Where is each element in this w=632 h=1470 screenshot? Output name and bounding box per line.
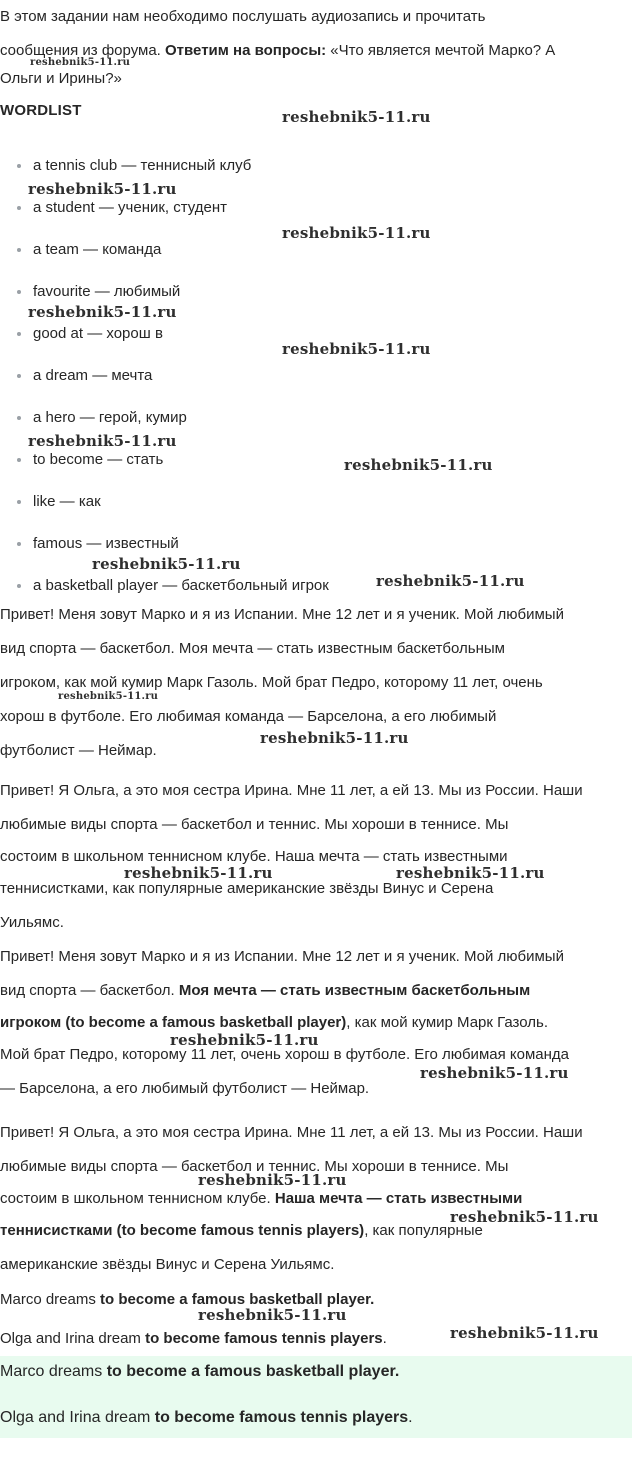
watermark: reshebnik5-11.ru: [30, 57, 131, 68]
bullet-icon: [17, 500, 21, 504]
text-line: игроком, как мой кумир Марк Газоль. Мой брат Педро, которому 11 лет, очень: [0, 674, 543, 691]
bullet-icon: [17, 206, 21, 210]
highlight: теннисистками (to become famous tennis players): [0, 1222, 365, 1239]
watermark: reshebnik5-11.ru: [170, 1031, 319, 1049]
text-line: игроком (to become a famous basketball player), как мой кумир Марк Газоль.: [0, 1014, 549, 1031]
watermark: reshebnik5-11.ru: [282, 108, 431, 126]
intro-line: Ольги и Ирины?»: [0, 70, 122, 87]
text-line: вид спорта — баскетбол. Моя мечта — стать известным баскетбольным: [0, 982, 531, 999]
bullet-icon: [17, 542, 21, 546]
bullet-icon: [17, 164, 21, 168]
watermark: reshebnik5-11.ru: [396, 864, 545, 882]
answer-marco: Marco dreams to become a famous basketball player.: [0, 1363, 400, 1380]
list-item: good at — хорош в: [0, 318, 632, 360]
watermark: reshebnik5-11.ru: [198, 1306, 347, 1324]
text-line: Уильямс.: [0, 914, 64, 931]
intro-line: В этом задании нам необходимо послушать аудиозапись и прочитать: [0, 8, 486, 25]
highlight: игроком (to become a famous basketball player): [0, 1014, 347, 1031]
highlight: Моя мечта — стать известным баскетбольным: [178, 982, 531, 999]
text-line: Привет! Меня зовут Марко и я из Испании. Мне 12 лет и я ученик. Мой любимый: [0, 606, 564, 623]
olga-text-highlighted: [0, 1116, 632, 1282]
answer-marco: Marco dreams to become a famous basketball player.: [0, 1291, 375, 1308]
bullet-icon: [17, 332, 21, 336]
intro-paragraph: [0, 0, 632, 90]
intro-bold: Ответим на вопросы:: [165, 42, 327, 59]
wordlist: [0, 150, 632, 612]
watermark: reshebnik5-11.ru: [450, 1208, 599, 1226]
watermark: reshebnik5-11.ru: [198, 1171, 347, 1189]
watermark: reshebnik5-11.ru: [58, 691, 159, 702]
watermark: reshebnik5-11.ru: [260, 729, 409, 747]
text-line: теннисистками, как популярные американские звёзды Винус и Серена: [0, 880, 494, 897]
olga-text: [0, 774, 632, 940]
watermark: reshebnik5-11.ru: [92, 555, 241, 573]
text-line: теннисистками (to become famous tennis players), как популярные: [0, 1222, 483, 1239]
watermark: reshebnik5-11.ru: [124, 864, 273, 882]
list-item: a tennis club — теннисный клуб: [0, 150, 632, 192]
highlight: Наша мечта — стать известными: [274, 1190, 523, 1207]
text-line: — Барселона, а его любимый футболист — Неймар.: [0, 1080, 370, 1097]
list-item: to become — стать: [0, 444, 632, 486]
watermark: reshebnik5-11.ru: [282, 224, 431, 242]
text-line: хорош в футболе. Его любимая команда — Барселона, а его любимый: [0, 708, 497, 725]
list-item: a hero — герой, кумир: [0, 402, 632, 444]
watermark: reshebnik5-11.ru: [344, 456, 493, 474]
list-item: a basketball player — баскетбольный игрок: [0, 570, 632, 612]
list-item: a student — ученик, студент: [0, 192, 632, 234]
bullet-icon: [17, 374, 21, 378]
answer-box: [0, 1356, 632, 1438]
text-line: Привет! Я Ольга, а это моя сестра Ирина. Мне 11 лет, а ей 13. Мы из России. Наши: [0, 1124, 583, 1141]
text-line: американские звёзды Винус и Серена Уильямс.: [0, 1256, 335, 1273]
list-item: favourite — любимый: [0, 276, 632, 318]
watermark: reshebnik5-11.ru: [28, 303, 177, 321]
text-line: любимые виды спорта — баскетбол и теннис. Мы хороши в теннисе. Мы: [0, 816, 509, 833]
list-item: a team — команда: [0, 234, 632, 276]
answer-olga: Olga and Irina dream to become famous tennis players.: [0, 1409, 413, 1426]
bullet-icon: [17, 248, 21, 252]
watermark: reshebnik5-11.ru: [28, 432, 177, 450]
list-item: like — как: [0, 486, 632, 528]
watermark: reshebnik5-11.ru: [28, 180, 177, 198]
bullet-icon: [17, 416, 21, 420]
bullet-icon: [17, 458, 21, 462]
text-line: Мой брат Педро, которому 11 лет, очень хорош в футболе. Его любимая команда: [0, 1046, 569, 1063]
watermark: reshebnik5-11.ru: [420, 1064, 569, 1082]
watermark: reshebnik5-11.ru: [450, 1324, 599, 1342]
text-line: вид спорта — баскетбол. Моя мечта — стать известным баскетбольным: [0, 640, 505, 657]
list-item: a dream — мечта: [0, 360, 632, 402]
text-line: Привет! Я Ольга, а это моя сестра Ирина. Мне 11 лет, а ей 13. Мы из России. Наши: [0, 782, 583, 799]
text-line: состоим в школьном теннисном клубе. Наша мечта — стать известными: [0, 1190, 523, 1207]
text-line: любимые виды спорта — баскетбол и теннис. Мы хороши в теннисе. Мы: [0, 1158, 509, 1175]
intro-line: сообщения из форума. Ответим на вопросы: «Что является мечтой Марко? А: [0, 42, 556, 59]
wordlist-heading: WORDLIST: [0, 102, 82, 119]
text-line: Привет! Меня зовут Марко и я из Испании. Мне 12 лет и я ученик. Мой любимый: [0, 948, 564, 965]
text-line: футболист — Неймар.: [0, 742, 157, 759]
text-line: состоим в школьном теннисном клубе. Наша мечта — стать известными: [0, 848, 508, 865]
watermark: reshebnik5-11.ru: [376, 572, 525, 590]
answer-olga: Olga and Irina dream to become famous tennis players.: [0, 1330, 387, 1347]
bullet-icon: [17, 290, 21, 294]
watermark: reshebnik5-11.ru: [282, 340, 431, 358]
list-item: famous — известный: [0, 528, 632, 570]
bullet-icon: [17, 584, 21, 588]
